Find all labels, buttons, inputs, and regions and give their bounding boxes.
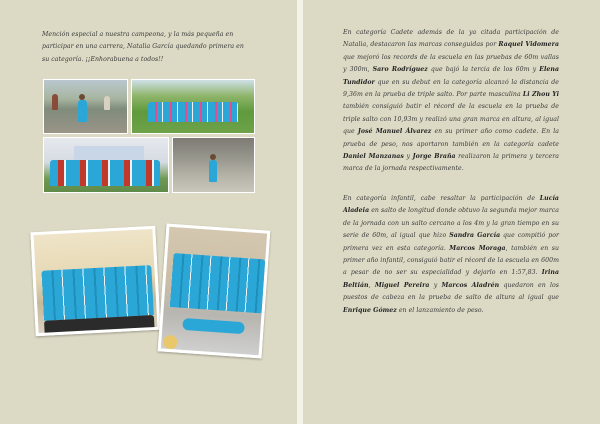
photo-podium-group xyxy=(43,137,169,193)
athlete-name: Irina Beltián xyxy=(343,269,559,289)
text-run: que bajó la tercia de los 60m y xyxy=(427,66,540,74)
caption-line: su categoría. ¡¡Enhorabuena a todos!! xyxy=(42,55,164,63)
caption-line: participar en una carrera, Natalia García quedando primera en xyxy=(42,43,244,51)
text-run: y xyxy=(429,281,442,289)
text-run: En categoría infantil, cabe resaltar la participación de xyxy=(343,195,540,202)
infantil-paragraph xyxy=(343,193,559,317)
athletes-figure xyxy=(50,160,160,186)
athlete-name: Jorge Braña xyxy=(412,153,456,161)
photo-race-track xyxy=(43,79,128,134)
athlete-name: Enrique Gómez xyxy=(343,306,397,314)
caption-text xyxy=(42,29,258,66)
runner-figure xyxy=(78,100,87,122)
text-run: que compitió por primera vez en esta categoría. xyxy=(343,232,559,252)
photo-team-posing xyxy=(158,224,271,359)
athlete-name: Marcos Moraga xyxy=(449,244,506,252)
text-run: realizaron la primera y tercera marca de la jornada respectivamente. xyxy=(343,153,559,173)
athlete-name: Sandra García xyxy=(449,232,501,240)
right-page xyxy=(303,0,600,424)
spectator-figure xyxy=(104,96,110,110)
photo-single-runner xyxy=(172,137,255,193)
runner-figure xyxy=(209,160,217,182)
text-run: y xyxy=(403,153,413,161)
team-group-figure xyxy=(148,102,238,122)
text-run: quedaron en los puestos de cabeza en la prueba de salto de altura al igual que xyxy=(343,281,559,302)
photo-team-indoor xyxy=(30,226,160,336)
text-run: , xyxy=(368,281,375,289)
text-run: también consiguió batir el récord de la escuela en la prueba de triple salto con 10,93m y realizó una gran marca en altura, al igual que xyxy=(343,103,559,136)
photo-team-grass xyxy=(131,79,255,134)
athlete-name: Lucía Aladeia xyxy=(343,195,559,215)
text-run: que en su debut en la categoría alcanzó la distancia de 9,36m en la prueba de triple salto. Por parte masculina xyxy=(343,78,559,99)
athletes-figure xyxy=(41,265,153,321)
athlete-name: Miguel Pereira xyxy=(374,281,430,289)
caption-line: Mención especial a nuestra campeona, y la más pequeña en xyxy=(42,31,234,38)
runner-head xyxy=(210,154,216,160)
ball-figure xyxy=(163,335,178,350)
athlete-name: Raquel Vidomera xyxy=(498,41,560,49)
athletes-figure xyxy=(170,253,266,313)
text-run: En categoría Cadete además de la ya citada participación de Natalia, destacaron las marcas conseguidas por xyxy=(343,29,559,49)
text-run: , también en su primer año infantil, consiguió batir el récord de la escuela en 600m a pesar de no ser su especialidad y dejarlo en 1:57,83. xyxy=(343,244,559,277)
athlete-name: Daniel Manzanas xyxy=(343,153,404,161)
banner-figure xyxy=(74,146,144,160)
lying-athlete-figure xyxy=(182,318,245,334)
athlete-name: Li Zhou Yi xyxy=(522,91,560,99)
athlete-name: Elena Tundidor xyxy=(343,66,560,86)
text-run: que mejoró los records de la escuela en las pruebas de 60m vallas y 300m, xyxy=(343,53,559,74)
text-run: en su primer año como cadete. En la prueba de peso, nos aportaron también en la categoría cadete xyxy=(343,128,559,148)
cadete-paragraph xyxy=(343,27,559,176)
athlete-name: José Manuel Álvarez xyxy=(357,128,432,136)
left-page xyxy=(0,0,297,424)
text-run: en salto de longitud donde obtuvo la segunda mejor marca de la jornada con un salto cercano a los 4m y la gran tiempo en su serie de 60m, al igual que hizo xyxy=(343,207,559,240)
athlete-name: Saro Rodríguez xyxy=(372,66,428,74)
runner-head xyxy=(79,94,85,100)
spectator-figure xyxy=(52,94,58,110)
athlete-name: Marcos Aladrén xyxy=(441,281,500,289)
text-run: en el lanzamiento de peso. xyxy=(396,306,484,314)
